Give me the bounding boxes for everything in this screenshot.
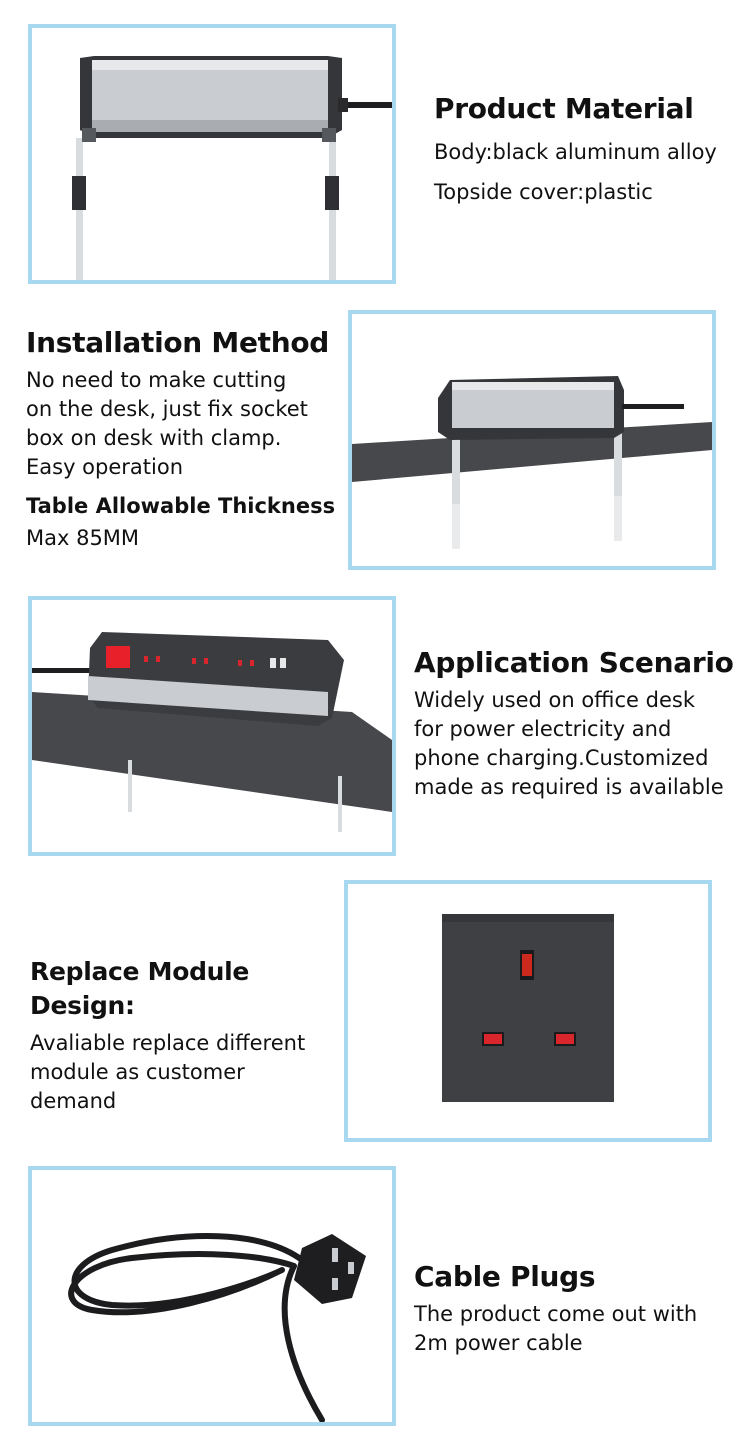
socket-box-on-desk-illustration	[352, 314, 712, 566]
section-line: Body:black aluminum alloy	[434, 140, 717, 164]
section-line: demand	[30, 1089, 117, 1113]
socket-module-illustration	[348, 884, 708, 1138]
section-line: on the desk, just fix socket	[26, 397, 308, 421]
section-line: for power electricity and	[414, 717, 672, 741]
section-line: 2m power cable	[414, 1331, 583, 1355]
cable-plugs-image	[28, 1166, 396, 1426]
section-line: No need to make cutting	[26, 368, 287, 392]
application-scenario-image	[28, 596, 396, 856]
socket-box-in-use-illustration	[32, 600, 392, 852]
replace-module-text	[30, 955, 340, 1116]
section-line: module as customer	[30, 1060, 245, 1084]
section-line: phone charging.Customized	[414, 746, 709, 770]
section-line: Easy operation	[26, 455, 184, 479]
socket-box-side-illustration	[32, 28, 392, 280]
section-title: Product Material	[434, 92, 694, 125]
cable-plugs-text	[414, 1260, 744, 1358]
section-title: Installation Method	[26, 326, 330, 359]
section-line: Max 85MM	[26, 526, 140, 550]
section-line: box on desk with clamp.	[26, 426, 282, 450]
section-title: Cable Plugs	[414, 1260, 596, 1293]
section-line: made as required is available	[414, 775, 724, 799]
section-line: Widely used on office desk	[414, 688, 695, 712]
replace-module-image	[344, 880, 712, 1142]
section-title: Replace Module Design:	[30, 957, 250, 1020]
section-line: Topside cover:plastic	[434, 180, 653, 204]
section-line: Avaliable replace different	[30, 1031, 306, 1055]
installation-method-image	[348, 310, 716, 570]
section-title: Application Scenario	[414, 646, 734, 679]
application-scenario-text	[414, 646, 744, 802]
section-line: The product come out with	[414, 1302, 698, 1326]
power-cable-with-plug-illustration	[32, 1170, 392, 1422]
section-subtitle: Table Allowable Thickness	[26, 494, 336, 518]
installation-method-text	[26, 326, 344, 553]
product-material-text	[434, 92, 744, 212]
product-material-image	[28, 24, 396, 284]
